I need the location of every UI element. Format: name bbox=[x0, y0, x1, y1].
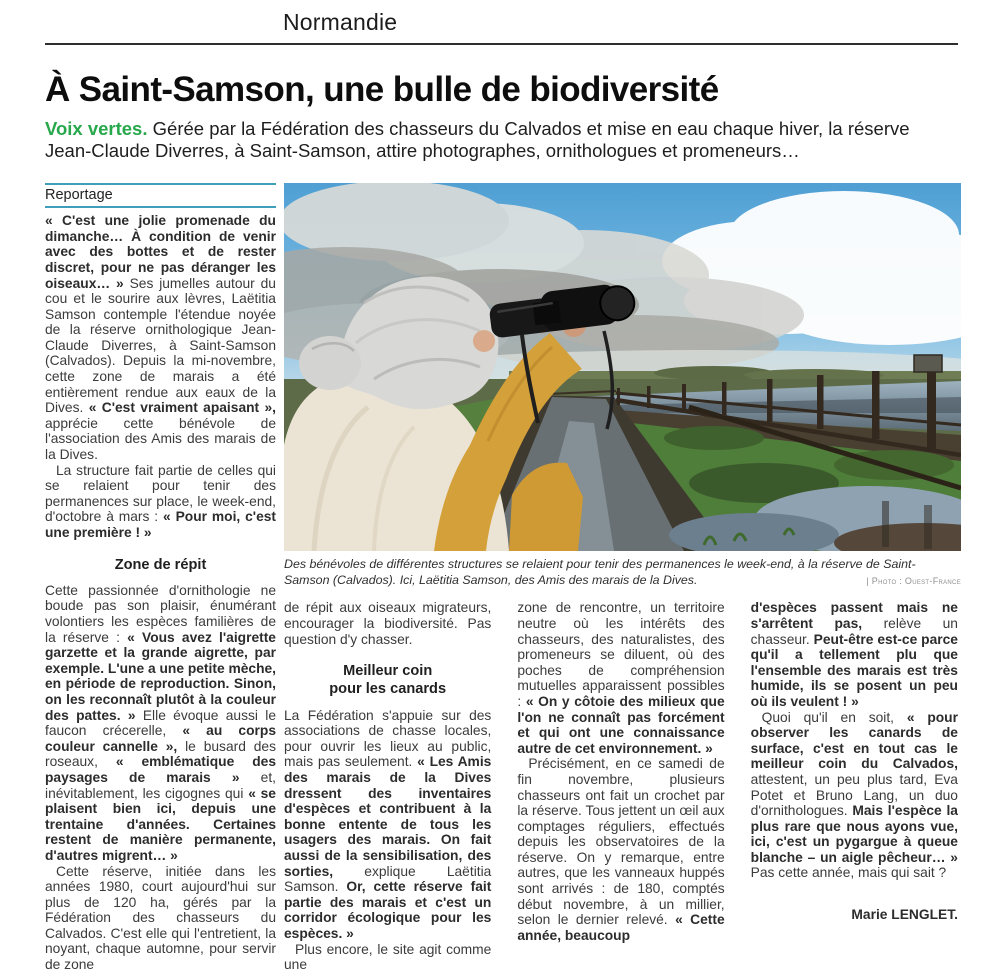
body-paragraph: zone de rencontre, un territoire neutre où les intérêts des chasseurs, des naturalistes, des promeneurs se diluent, où des poches de compréhension mutuelles apparaissent possibles : « On y côtoie des milieux que l'on ne connaît pas forcément et qui ont une connaissance autre de cet environnement. » bbox=[517, 600, 725, 756]
byline: Marie LENGLET. bbox=[851, 907, 958, 923]
body-paragraph: Précisément, en ce samedi de fin novembre, plusieurs chasseurs ont fait un crochet par la réserve. Tous jettent un œil aux comptages réguliers, effectués depuis les observatoires de la réserve. On y remarque, entre autres, que les vanneaux huppés sont arrivés : de 180, comptés début novembre, à un millier, selon le dernier relevé. « Cette année, beaucoup bbox=[517, 756, 725, 943]
body-paragraph: Cette passionnée d'ornithologie ne boude pas son plaisir, énumérant volontiers les espèces familières de la réserve : « Vous avez l'aigrette garzette et la grande aigrette, par exemple. L'une a une petite mèche, en période de reproduction. Sinon, on les reconnaît plutôt à la couleur des pattes. » Elle évoque aussi le faucon crécerelle, « au corps couleur cannelle », le busard des roseaux, « emblématique des paysages de marais » et, inévitablement, les cigognes qui « se plaisent bien ici, depuis une trentaine d'années. Certaines restent de manière permanente, d'autres migrent… » bbox=[45, 582, 277, 863]
body-paragraph: Cette réserve, initiée dans les années 1980, court aujourd'hui sur plus de 120 ha, gérés par la Fédération des chasseurs du Calvados. C'est elle qui l'entretient, la noyant, chaque automne, pour servir de zone bbox=[45, 863, 276, 973]
column-1 bbox=[45, 183, 276, 973]
section-title: Normandie bbox=[283, 9, 398, 35]
column-3 bbox=[517, 600, 724, 972]
column-1-text bbox=[45, 213, 276, 973]
column-4 bbox=[751, 600, 958, 972]
section-header bbox=[45, 0, 958, 45]
body-paragraph: Plus encore, le site agit comme une bbox=[284, 941, 492, 973]
column-4-text bbox=[751, 600, 958, 881]
lede-text: Gérée par la Fédération des chasseurs du Calvados et mise en eau chaque hiver, la réserve Jean-Claude Diverres, à Saint-Samson, attire photographes, ornithologues et promeneurs… bbox=[45, 117, 910, 161]
body-paragraph: d'espèces passent mais ne s'arrêtent pas, relève un chasseur. Peut-être est-ce parce qu'il a tellement plu que l'ensemble des marais est très humide, ils se posent un peu où ils veulent ! » bbox=[750, 600, 958, 709]
column-subhead: Meilleur coin pour les canards bbox=[329, 663, 447, 698]
face-hint bbox=[473, 330, 495, 352]
lower-columns bbox=[284, 600, 958, 972]
photo-caption bbox=[284, 556, 961, 588]
photo-and-columns bbox=[284, 183, 961, 973]
article-body bbox=[45, 183, 961, 973]
body-paragraph: de répit aux oiseaux migrateurs, encourager la biodiversité. Pas question d'y chasser. bbox=[284, 600, 492, 647]
body-paragraph: Quoi qu'il en soit, « pour observer les canards de surface, c'est en tout cas le meilleur coin du Calvados, attestent, un peu plus tard, Eva Potet et Bruno Lang, un duo d'ornithologues. Mais l'espèce la plus rare que nous ayons vue, ici, c'est un pygargue à queue blanche – un aigle pêcheur… » Pas cette année, mais qui sait ? bbox=[750, 709, 958, 881]
body-paragraph: La Fédération s'appuie sur des associations de chasse locales, pour ouvrir les lieux au public, mais pas seulement. « Les Amis des marais de la Dives dressent des inventaires d'espèces et contribuent à la bonne entente de tous les usagers des marais. On fait aussi de la sensibilisation, des sorties, explique Laëtitia Samson. Or, cette réserve fait partie des marais et c'est un corridor écologique pour les espèces. » bbox=[284, 707, 492, 941]
sign bbox=[914, 355, 942, 372]
photo-credit: | Photo : Ouest-France bbox=[866, 575, 961, 586]
column-2 bbox=[284, 600, 491, 972]
marsh-photo bbox=[284, 183, 961, 551]
column-subhead: Zone de répit bbox=[114, 556, 207, 573]
lede bbox=[45, 118, 950, 162]
report-label: Reportage bbox=[45, 183, 276, 208]
body-paragraph: La structure fait partie de celles qui se relaient pour tenir des permanences sur place, le week-end, d'octobre à mars : « Pour moi, c'est une première ! » bbox=[45, 462, 277, 540]
kicker: Voix vertes. bbox=[45, 117, 148, 139]
photo-figure bbox=[284, 183, 961, 588]
caption-text: Des bénévoles de différentes structures se relaient pour tenir des permanences le week-end, à la réserve de Saint-Samson (Calvados). Ici, Laëtitia Samson, des Amis des marais de la Dives. bbox=[284, 557, 916, 588]
headline: À Saint-Samson, une bulle de biodiversité bbox=[45, 70, 719, 109]
body-paragraph: « C'est une jolie promenade du dimanche… À condition de venir avec des bottes et de rester discret, pour ne pas déranger les oiseaux… » Ses jumelles autour du cou et le sourire aux lèvres, Laëtitia Samson contemple l'étendue noyée de la réserve ornithologique Jean-Claude Diverres, à Saint-Samson (Calvados). Depuis la mi-novembre, cette zone de marais a été entièrement rendue aux eaux de la Dives. « C'est vraiment apaisant », apprécie cette bénévole de l'association des Amis des marais de la Dives. bbox=[45, 213, 277, 463]
